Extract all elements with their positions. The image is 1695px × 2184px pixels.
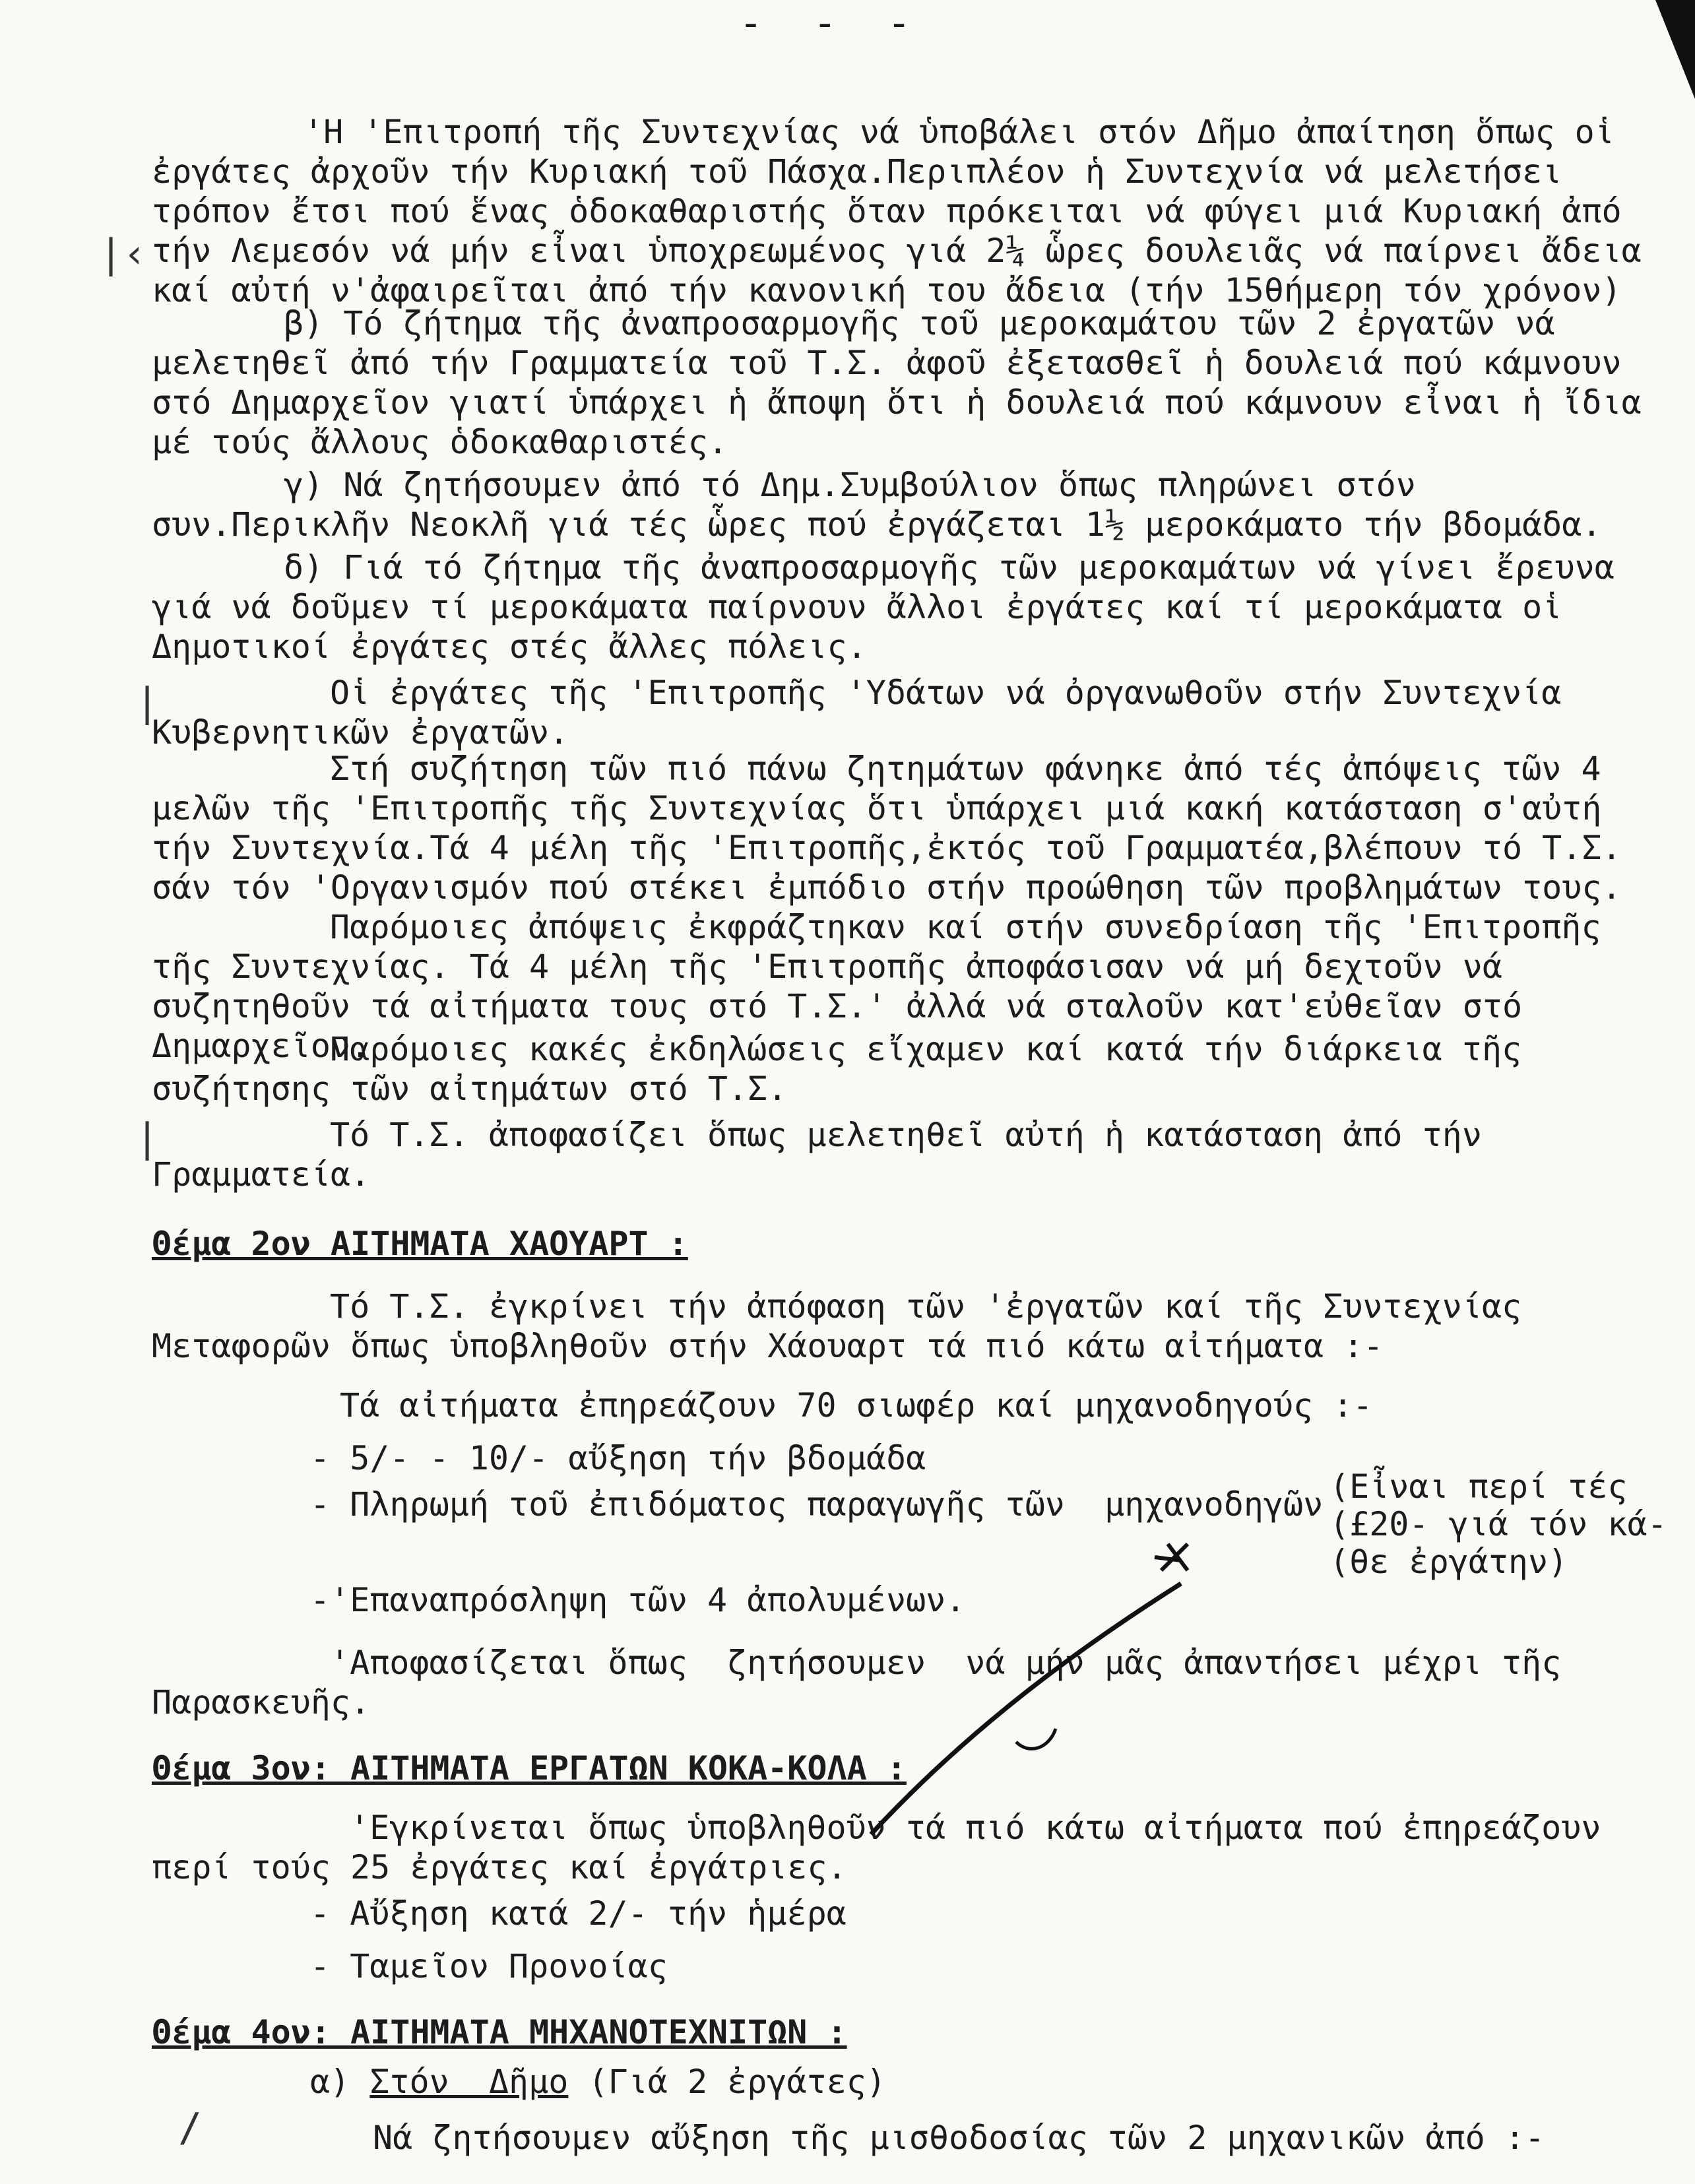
margin-bar: | bbox=[135, 680, 160, 726]
theme3-item-raise: - Αὔξηση κατά 2/- τήν ἡμέρα bbox=[310, 1894, 847, 1933]
theme4-heading: Θέμα 4ον: ΑΙΤΗΜΑΤΑ ΜΗΧΑΝΟΤΕΧΝΙΤΩΝ : bbox=[152, 2013, 847, 2051]
theme4-sub-a-text: Νά ζητήσουμεν αὔξηση τῆς μισθοδοσίας τῶν 2 μηχανικῶν ἀπό :- bbox=[373, 2119, 1545, 2157]
theme2-decision: 'Αποφασίζεται ὅπως ζητήσουμεν νά μήν μᾶς ἀπαντήσει μέχρι τῆς Παρασκευῆς. bbox=[152, 1644, 1582, 1721]
theme2-heading: Θέμα 2ον ΑΙΤΗΜΑΤΑ ΧΑΟΥΑΡΤ : bbox=[152, 1225, 688, 1263]
theme2-intro: Τό Τ.Σ. ἐγκρίνει τήν ἀπόφαση τῶν 'ἐργατῶν καί τῆς Συντεχνίας Μεταφορῶν ὅπως ὑποβληθοῦν στήν Χάουαρτ τά πιό κάτω αἰτήματα :- bbox=[152, 1287, 1542, 1365]
theme2-side-note: (Εἶναι περί τές (£20- γιά τόν κά- (θε ἐργάτην) bbox=[1329, 1467, 1667, 1581]
paragraph-easter: 'Η 'Επιτροπή τῆς Συντεχνίας νά ὑποβάλει στόν Δῆμο ἀπαίτηση ὅπως οἱ ἐργάτες ἀρχοῦν τήν Κυριακή τοῦ Πάσχα.Περιπλέον ἡ Συντεχνία νά μελετήσει τρόπον ἔτσι πού ἕνας ὁδοκαθαριστής ὅταν πρόκειται νά φύγει μιά Κυριακή ἀπό τήν Λεμεσόν νά μήν εἶναι ὑποχρεωμένος γιά 2¼ ὧρες δουλειᾶς νά παίρνει ἄδεια καί αὐτή ν'ἀφαιρεῖται ἀπό τήν κανονική του ἄδεια (τήν 15θήμερη τόν χρόνον) bbox=[152, 113, 1661, 309]
paragraph-beta: β) Τό ζήτημα τῆς ἀναπροσαρμογῆς τοῦ μεροκαμάτου τῶν 2 ἐργατῶν νά μελετηθεῖ ἀπό τήν Γραμματεία τοῦ Τ.Σ. ἀφοῦ ἐξετασθεῖ ἡ δουλειά πού κάμνουν στό Δημαρχεῖον γιατί ὑπάρχει ἡ ἄποψη ὅτι ἡ δουλειά πού κάμνουν εἶναι ἡ ἴδια μέ τούς ἄλλους ὁδοκαθαριστές. bbox=[152, 304, 1661, 461]
theme3-intro: 'Εγκρίνεται ὅπως ὑποβληθοῦν τά πιό κάτω αἰτήματα πού ἐπηρεάζουν περί τούς 25 ἐργάτες καί ἐργάτριες. bbox=[152, 1809, 1621, 1886]
theme3-heading: Θέμα 3ον: ΑΙΤΗΜΑΤΑ ΕΡΓΑΤΩΝ ΚΟΚΑ-ΚΟΛΑ : bbox=[152, 1749, 907, 1787]
theme2-item-rehire: -'Επαναπρόσληψη τῶν 4 ἀπολυμένων. bbox=[310, 1581, 966, 1619]
top-dashes: - - - bbox=[739, 0, 924, 46]
paragraph-water: Οἱ ἐργάτες τῆς 'Επιτροπῆς 'Υδάτων νά ὀργανωθοῦν στήν Συντεχνία Κυβερνητικῶν ἐργατῶν. bbox=[152, 674, 1582, 752]
margin-slash: / bbox=[178, 2105, 203, 2151]
paragraph-similar-events: Παρόμοιες κακές ἐκδηλώσεις εἴχαμεν καί κατά τήν διάρκεια τῆς συζήτησης τῶν αἰτημάτων στό Τ.Σ. bbox=[152, 1030, 1542, 1108]
margin-bar-lower: | bbox=[135, 1115, 160, 1161]
paragraph-delta: δ) Γιά τό ζήτημα τῆς ἀναπροσαρμογῆς τῶν μεροκαμάτων νά γίνει ἔρευνα γιά νά δοῦμεν τί μεροκάματα παίρνουν ἄλλοι ἐργάτες καί τί μεροκάματα οἱ Δημοτικοί ἐργάτες στές ἄλλες πόλεις. bbox=[152, 548, 1634, 666]
theme4-sub-a-label: Στόν Δῆμο bbox=[369, 2063, 569, 2101]
theme4-sub-a-prefix: α) bbox=[310, 2063, 350, 2101]
paragraph-ts-decides: Τό Τ.Σ. ἀποφασίζει ὅπως μελετηθεῖ αὐτή ἡ κατάσταση ἀπό τήν Γραμματεία. bbox=[152, 1116, 1502, 1194]
paragraph-similar-views: Παρόμοιες ἀπόψεις ἐκφράζτηκαν καί στήν συνεδρίαση τῆς 'Επιτροπῆς τῆς Συντεχνίας. Τά 4 μέλη τῆς 'Επιτροπῆς ἀποφάσισαν νά μή δεχτοῦν νά συζητηθοῦν τά αἰτήματα τους στό Τ.Σ.' ἀλλά νά σταλοῦν κατ'εὐθεῖαν στό Δημαρχεῖον. bbox=[152, 908, 1621, 1065]
theme4-sub-a-note: (Γιά 2 ἐργάτες) bbox=[588, 2063, 887, 2101]
paragraph-gamma: γ) Νά ζητήσουμεν ἀπό τό Δημ.Συμβούλιον ὅπως πληρώνει στόν συν.Περικλῆν Νεοκλῆ γιά τές ὧρες πού ἐργάζεται 1½ μεροκάματο τήν βδομάδα. bbox=[152, 466, 1602, 544]
margin-mark: |‹ bbox=[99, 231, 147, 277]
theme3-item-provident: - Ταμεῖον Προνοίας bbox=[310, 1947, 668, 1985]
paragraph-discussion: Στή συζήτηση τῶν πιό πάνω ζητημάτων φάνηκε ἀπό τές ἀπόψεις τῶν 4 μελῶν τῆς 'Επιτροπῆς τῆς Συντεχνίας ὅτι ὑπάρχει μιά κακή κατάσταση σ'αὐτή τήν Συντεχνία.Τά 4 μέλη τῆς 'Επιτροπῆς,ἐκτός τοῦ Γραμματέα,βλέπουν τό Τ.Σ. σάν τόν 'Οργανισμόν πού στέκει ἐμπόδιο στήν προώθηση τῶν προβλημάτων τους. bbox=[152, 750, 1642, 907]
theme2-item-raise: - 5/- - 10/- αὔξηση τήν βδομάδα bbox=[310, 1439, 926, 1477]
theme2-affects: Τά αἰτήματα ἐπηρεάζουν 70 σιωφέρ καί μηχανοδηγούς :- bbox=[340, 1386, 1373, 1425]
theme2-item-allowance: - Πληρωμή τοῦ ἐπιδόματος παραγωγῆς τῶν μηχανοδηγῶν bbox=[310, 1485, 1324, 1524]
